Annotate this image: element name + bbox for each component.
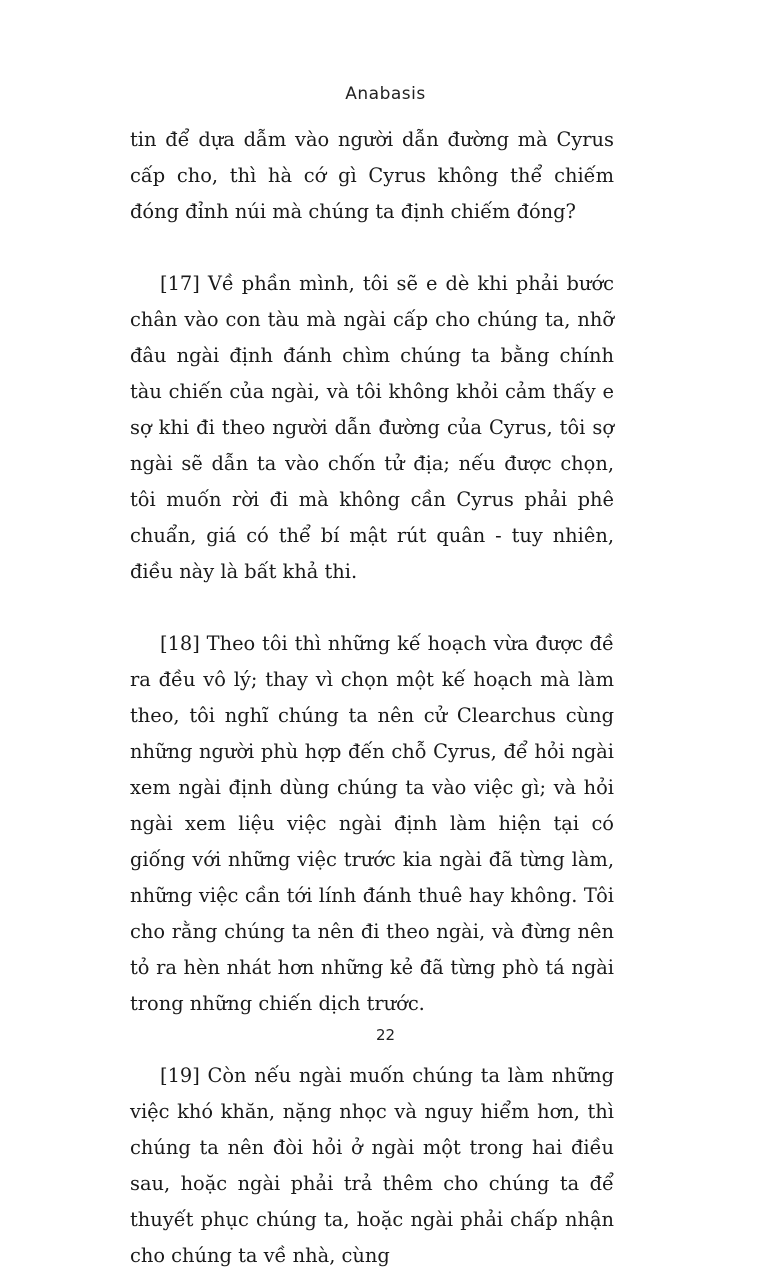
paragraph-continuation: tin để dựa dẫm vào người dẫn đường mà Cyrus cấp cho, thì hà cớ gì Cyrus không thể chiếm đóng đỉnh núi mà chúng ta định chiếm đóng? (130, 128, 614, 223)
page-number: 22 (375, 1026, 396, 1044)
paragraph-17: [17] Về phần mình, tôi sẽ e dè khi phải bước chân vào con tàu mà ngài cấp cho chúng ta, nhỡ đâu ngài định đánh chìm chúng ta bằng chính tàu chiến của ngài, và tôi không khỏi cảm thấy e sợ khi đi theo người dẫn đường của Cyrus, tôi sợ ngài sẽ dẫn ta vào chốn tử địa; nếu được chọn, tôi muốn rời đi mà không cần Cyrus phải phê chuẩn, giá có thể bí mật rút quân - tuy nhiên, điều này là bất khả thi. (130, 272, 614, 583)
paragraph-19: [19] Còn nếu ngài muốn chúng ta làm những việc khó khăn, nặng nhọc và nguy hiểm hơn, thì chúng ta nên đòi hỏi ở ngài một trong hai điều sau, hoặc ngài phải trả thêm cho chúng ta để thuyết phục chúng ta, hoặc ngài phải chấp nhận cho chúng ta về nhà, cùng (130, 1064, 614, 1267)
running-title: Anabasis (345, 84, 426, 104)
paragraph-18: [18] Theo tôi thì những kế hoạch vừa được đề ra đều vô lý; thay vì chọn một kế hoạch mà làm theo, tôi nghĩ chúng ta nên cử Clearchus cùng những người phù hợp đến chỗ Cyrus, để hỏi ngài xem ngài định dùng chúng ta vào việc gì; và hỏi ngài xem liệu việc ngài định làm hiện tại có giống với những việc trước kia ngài đã từng làm, những việc cần tới lính đánh thuê hay không. Tôi cho rằng chúng ta nên đi theo ngài, và đừng nên tỏ ra hèn nhát hơn những kẻ đã từng phò tá ngài trong những chiến dịch trước. (130, 632, 614, 1015)
body-text (130, 122, 614, 1274)
